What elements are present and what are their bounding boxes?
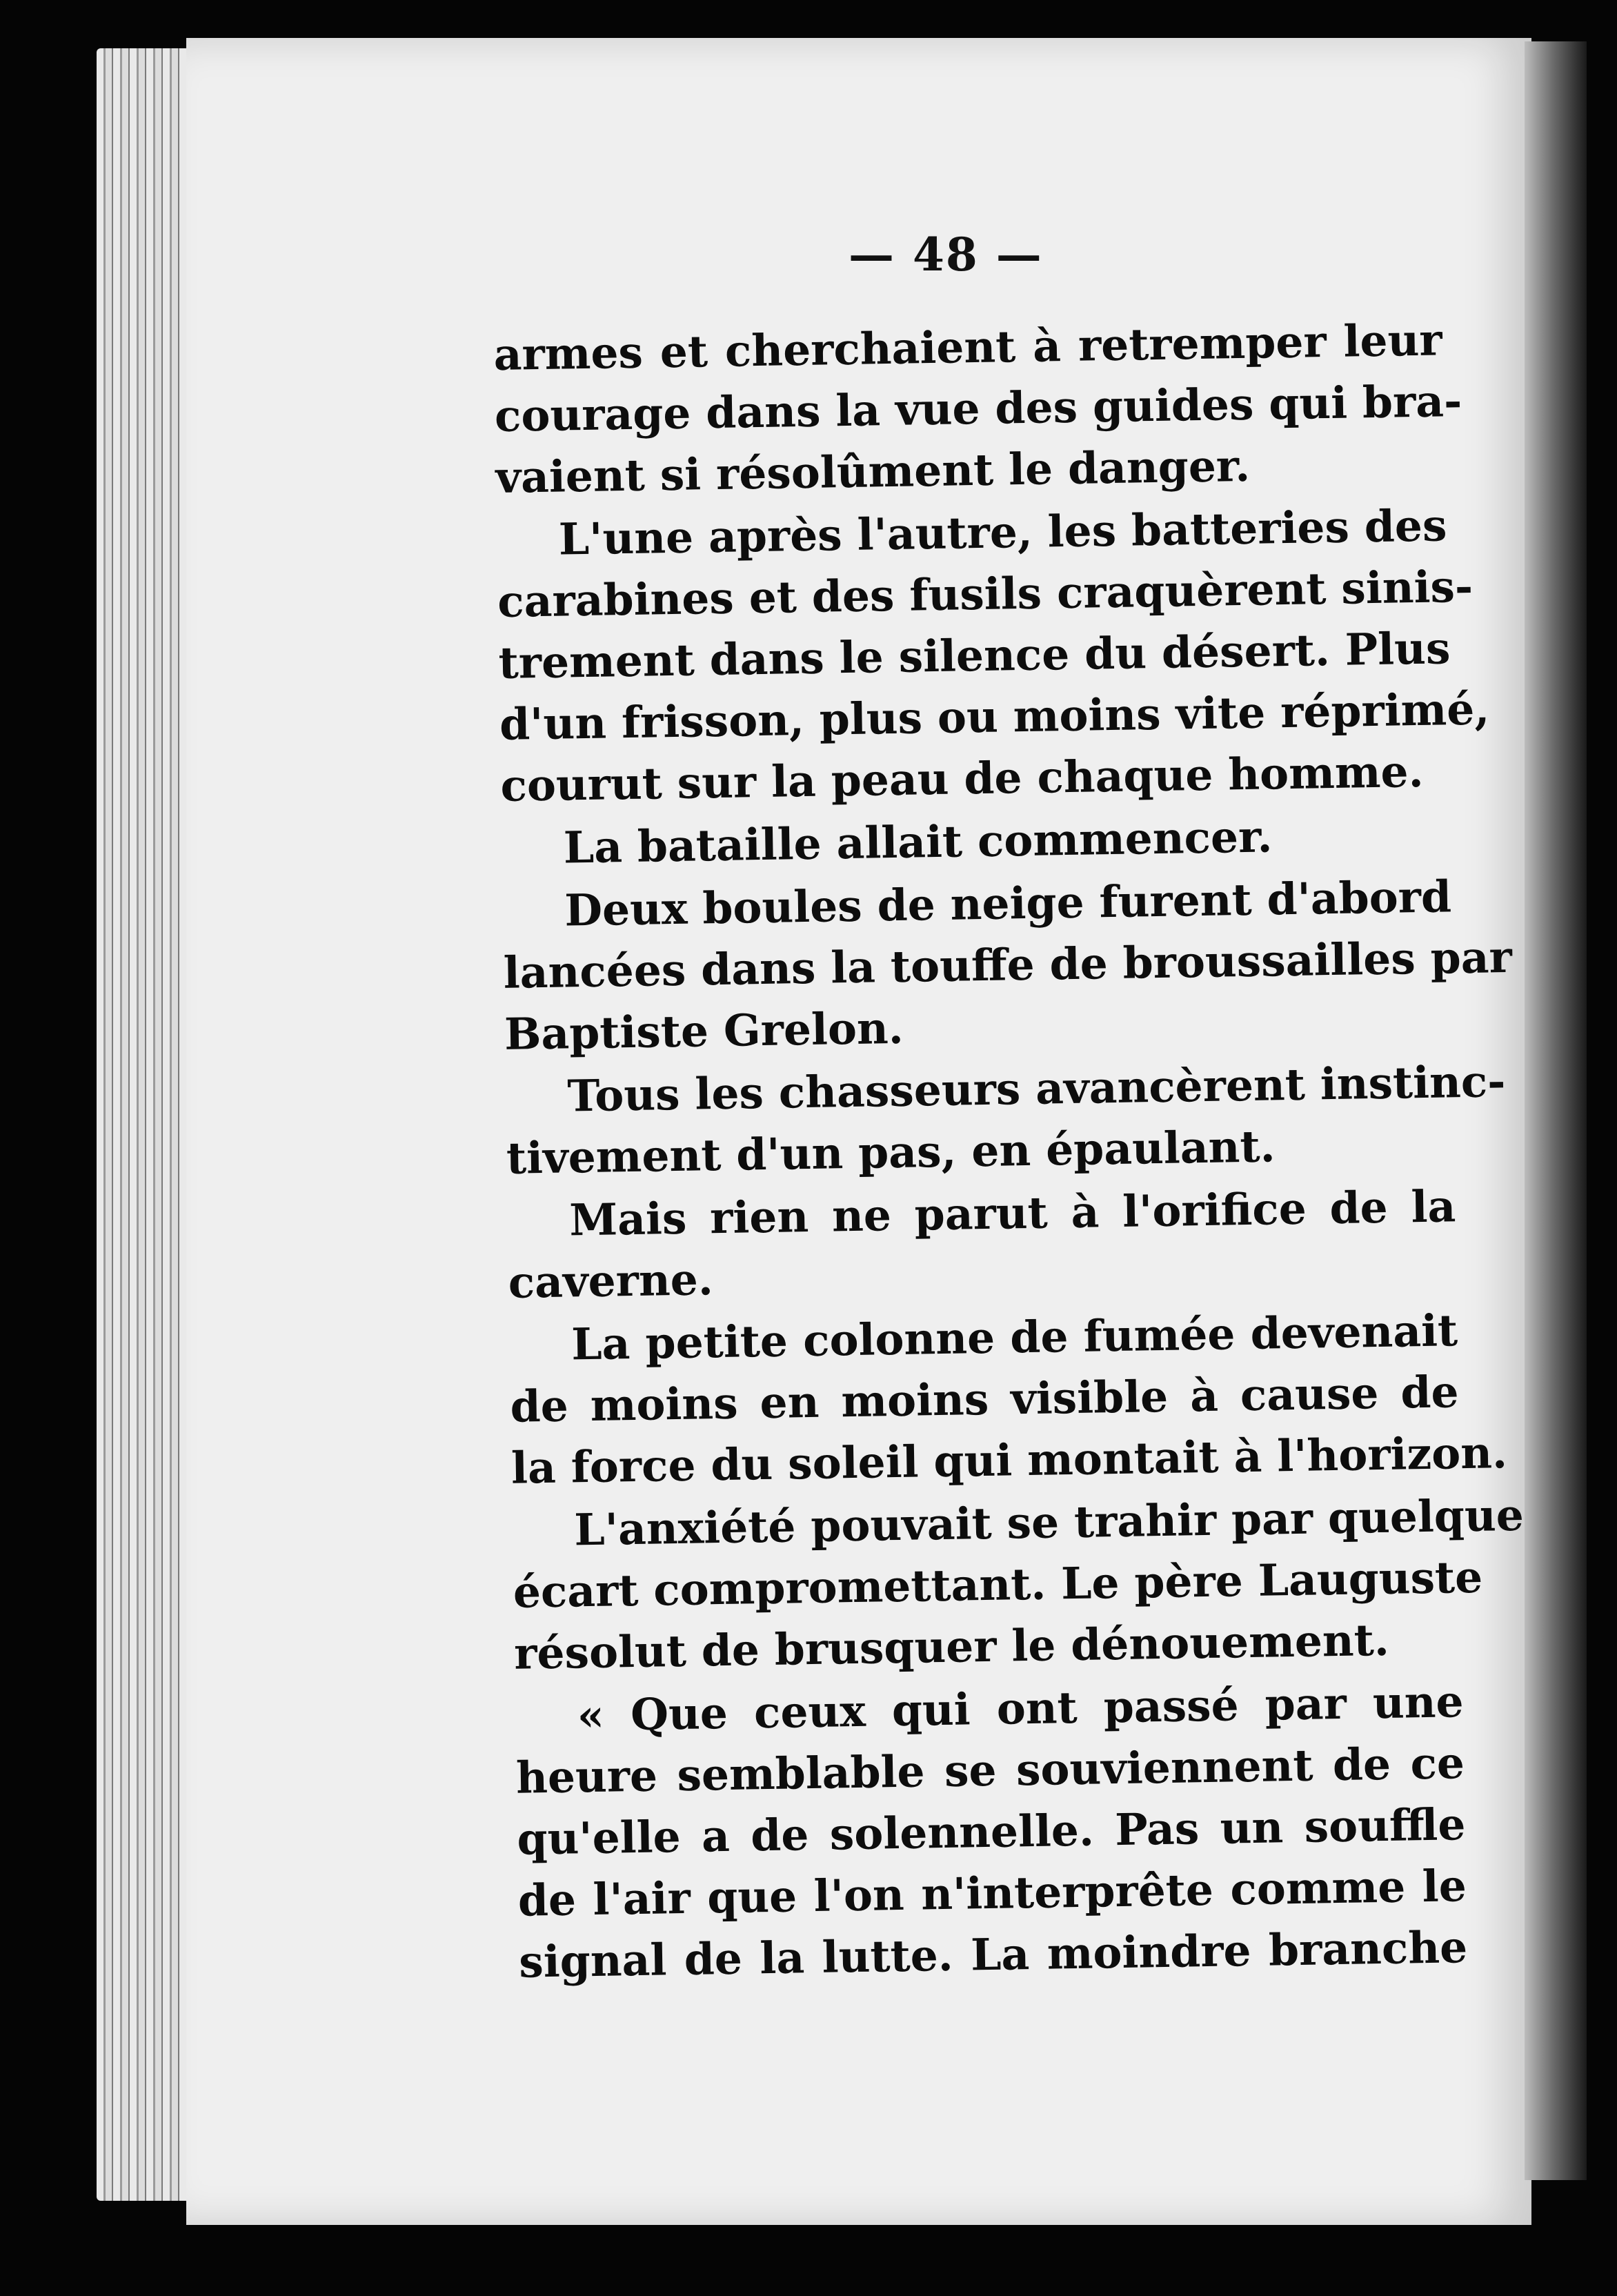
page-number: — 48 — <box>849 228 1043 281</box>
text-line: vaient si résolûment le danger. <box>495 439 1251 503</box>
page-gutter-shadow <box>1525 41 1587 2180</box>
page-edges <box>97 48 193 2201</box>
text-line: « Que ceux qui ont passé par une <box>577 1676 1465 1741</box>
paragraph <box>507 1176 1458 1314</box>
paragraph <box>515 1671 1468 1993</box>
text-line: Mais rien ne parut à l'orifice de la <box>568 1180 1456 1246</box>
text-line: d'un frisson, plus ou moins vite réprimé, <box>499 683 1490 750</box>
text-line: Deux boules de neige furent d'abord <box>564 871 1452 936</box>
text-line: carabines et des fusils craquèrent sinis- <box>497 560 1474 627</box>
paragraph <box>505 1051 1506 1189</box>
text-line: L'une après l'autre, les batteries des <box>558 499 1447 565</box>
text-line: La petite colonne de fumée devenait <box>571 1305 1458 1370</box>
text-line: résolut de brusquer le dénouement. <box>513 1614 1390 1679</box>
text-line: courut sur la peau de chaque homme. <box>499 745 1425 811</box>
paragraph <box>502 866 1513 1065</box>
text-line: trement dans le silence du désert. Plus <box>498 622 1451 689</box>
text-line: La bataille allait commencer. <box>563 811 1273 873</box>
paragraph <box>512 1485 1525 1685</box>
paragraph <box>509 1300 1508 1499</box>
body-text <box>493 309 1525 1994</box>
text-line: de l'air que l'on n'interprête comme le <box>517 1860 1467 1926</box>
text-line: tivement d'un pas, en épaulant. <box>506 1120 1276 1184</box>
text-line: lancées dans la touffe de broussailles par <box>503 931 1513 998</box>
text-line: écart compromettant. Le père Lauguste <box>513 1551 1483 1618</box>
text-line: de moins en moins visible à cause de <box>510 1366 1460 1432</box>
text-line: armes et cherchaient à retremper leur <box>493 314 1443 380</box>
text-line: heure semblable se souviennent de ce <box>515 1737 1465 1803</box>
text-line: qu'elle a de solennelle. Pas un souffle <box>516 1799 1466 1865</box>
paragraph <box>493 309 1462 508</box>
text-line: caverne. <box>508 1254 714 1308</box>
text-line: la force du soleil qui montait à l'horizon. <box>510 1427 1508 1494</box>
paragraph <box>496 495 1490 817</box>
text-line: Baptiste Grelon. <box>504 1002 904 1060</box>
text-line: Tous les chasseurs avancèrent instinc- <box>566 1056 1506 1122</box>
text-line: courage dans la vue des guides qui bra- <box>494 375 1462 442</box>
text-line: signal de la lutte. La moindre branche <box>518 1921 1468 1988</box>
text-line: L'anxiété pouvait se trahir par quelque <box>573 1489 1525 1556</box>
